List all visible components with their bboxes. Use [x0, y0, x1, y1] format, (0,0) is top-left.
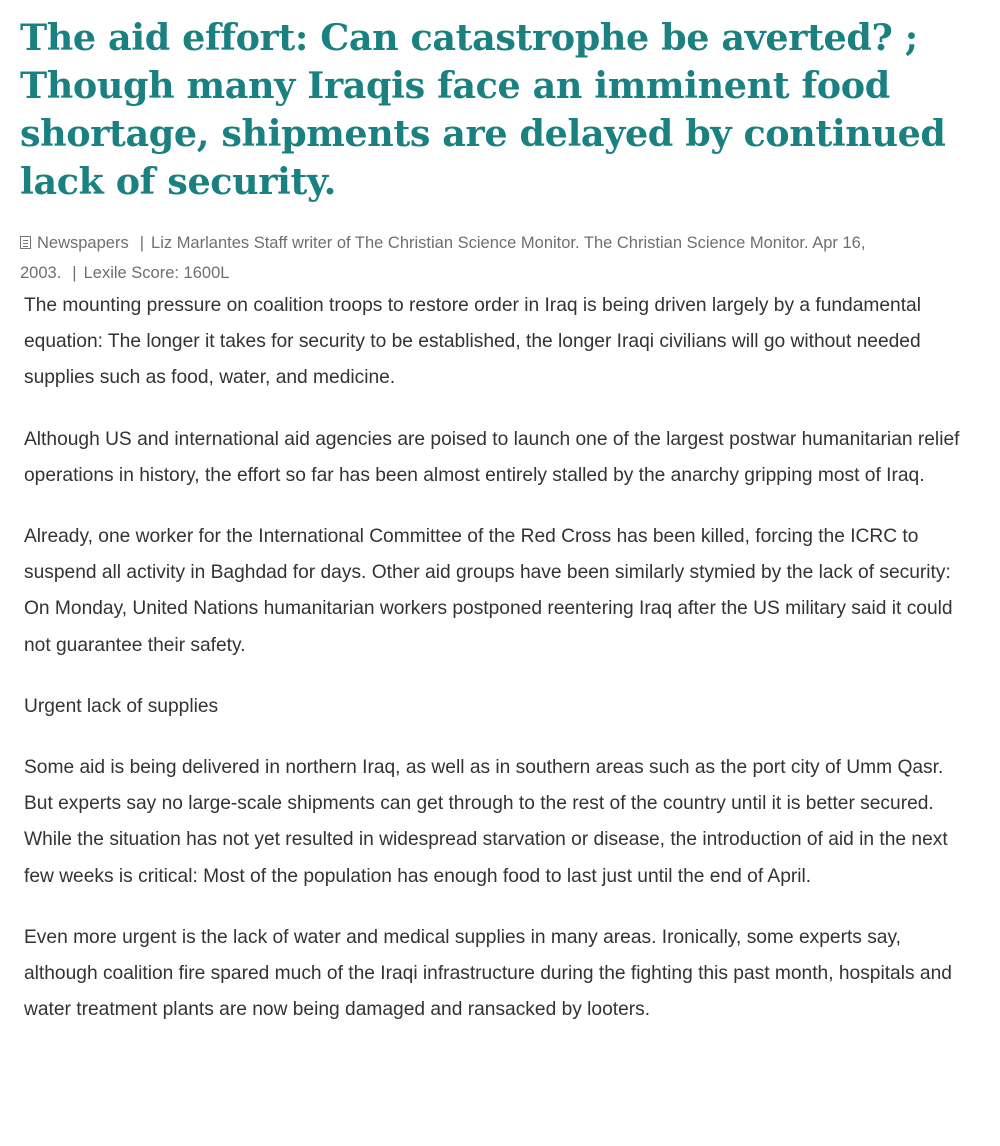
paragraph: Some aid is being delivered in northern Iraq, as well as in southern areas such as the port city of Umm Qasr. But experts say no large-scale shipments can get through to the rest of the country until it is better secured. While the situation has not yet resulted in widespread starvation or disease, the introduction of aid in the next few weeks is critical: Most of the population has enough food to last just until the end of April.	[24, 757, 948, 887]
paragraph: Although US and international aid agencies are poised to launch one of the largest postwar humanitarian relief operations in history, the effort so far has been almost entirely stalled by the anarchy gripping most of Iraq.	[24, 428, 960, 486]
source-type: Newspapers	[37, 234, 129, 252]
meta-separator: |	[72, 264, 77, 282]
paragraph: The mounting pressure on coalition troops to restore order in Iraq is being driven largely by a fundamental equation: The longer it takes for security to be established, the longer Iraqi civilians will go without needed supplies such as food, water, and medicine.	[24, 295, 921, 389]
paragraph: Even more urgent is the lack of water and medical supplies in many areas. Ironically, some experts say, although coalition fire spared much of the Iraqi infrastructure during the fighting this past month, hospitals and water treatment plants are now being damaged and ransacked by looters.	[24, 926, 952, 1021]
paragraph: Already, one worker for the International Committee of the Red Cross has been killed, forcing the ICRC to suspend all activity in Baghdad for days. Other aid groups have been similarly stymied by the lack of security: On Monday, United Nations humanitarian workers postponed reentering Iraq after the US military said it could not guarantee their safety.	[24, 526, 953, 656]
newspaper-icon	[20, 236, 31, 249]
article-title: The aid effort: Can catastrophe be averted? ; Though many Iraqis face an imminent food shortage, shipments are delayed by continued lack of security.	[20, 16, 946, 203]
byline: Liz Marlantes Staff writer of The Christian Science Monitor. The Christian Science Monitor. Apr 16, 2003.	[20, 234, 866, 282]
lexile-score: Lexile Score: 1600L	[83, 264, 230, 282]
article-body	[20, 288, 960, 1028]
meta-separator: |	[139, 234, 145, 252]
section-subheading: Urgent lack of supplies	[24, 695, 219, 717]
article-meta	[20, 228, 960, 288]
article	[20, 14, 960, 1053]
